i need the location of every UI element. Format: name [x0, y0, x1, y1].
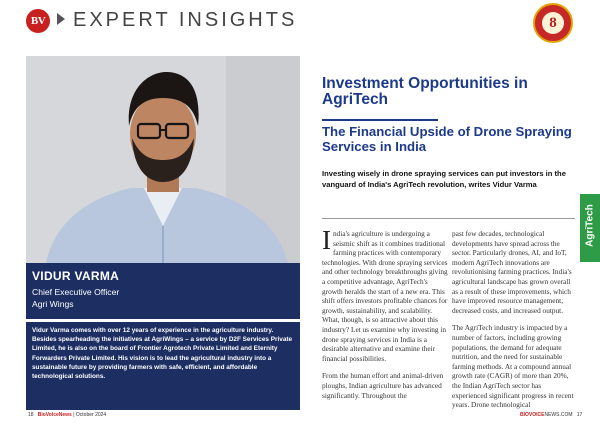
author-name: VIDUR VARMA [32, 269, 120, 283]
footer-site-a: BIOVOICE [520, 412, 545, 418]
paragraph: From the human effort and animal-driven ploughs, Indian agriculture has advanced significantly. Throughout the [322, 371, 444, 400]
page-number-left: 18 [28, 412, 34, 418]
article-title: Investment Opportunities in AgriTech [322, 75, 528, 108]
section-divider [322, 218, 575, 219]
paragraph: The AgriTech industry is impacted by a number of factors, including growing populations, the demand for adequate nutrition, and the need for sustainable farming methods. At a compound annual growth rate (CAGR) of more than 20%, the Indian AgriTech sector has experienced significant progress in recent years. Drone technological [452, 323, 574, 410]
side-tab-label: AgriTech [584, 204, 596, 247]
author-organization: Agri Wings [32, 299, 74, 309]
article-column-2 [452, 229, 578, 418]
footer-brand-b: Voice [45, 412, 59, 418]
title-divider [322, 119, 438, 121]
author-bio: Vidur Varma comes with over 12 years of experience in the agriculture industry. Besides spearheading the initiatives at AgriWings – a service by D2F Services Private Limited, he is also on the board of Frontier Agrotech Private Limited and Eternity Forwarders Private Limited. His vision is to lead the agricultural industry into a sustainable future by providing farmers with safe, efficient, and affordable technological solutions. [26, 322, 300, 410]
footer-issue: | October 2024 [71, 412, 107, 418]
page-header [0, 0, 600, 46]
footer-brand-a: Bio [37, 412, 46, 418]
play-triangle-icon [57, 13, 65, 25]
paragraph: past few decades, technological developments have spread across the sector. Particularly drones, AI, and IoT, modern AgriTech innovations are revolutionising farming practices. India's agricultural landscape has grown overall as a result of these improvements, which have improved resource management, decreased costs, and increased output. [452, 229, 572, 315]
portrait-illustration [26, 56, 300, 263]
footer-brand-c: News [58, 412, 72, 418]
article-standfirst: Investing wisely in drone spraying services can put investors in the vanguard of India's AgriTech revolution, writes Vidur Varma [322, 169, 566, 189]
article-subtitle: The Financial Upside of Drone Spraying Services in India [322, 124, 572, 154]
brand-logo [26, 9, 50, 33]
badge-number: 8 [542, 12, 564, 34]
footer-right [520, 412, 582, 418]
footer-left [28, 412, 106, 418]
page-number-right: 17 [576, 412, 583, 418]
author-photo [26, 56, 300, 263]
section-title: EXPERT INSIGHTS [73, 9, 298, 31]
anniversary-badge-icon [533, 3, 573, 43]
article-column-1 [322, 225, 448, 408]
author-role: Chief Executive Officer [32, 287, 120, 297]
brand-logo-text: BV [30, 15, 46, 27]
drop-cap: I [322, 225, 331, 255]
footer-site-b: NEWS.COM [544, 412, 573, 418]
section-side-tab [580, 194, 600, 262]
paragraph: ndia's agriculture is undergoing a seismic shift as it combines traditional farming practices with contemporary technologies. With drone spraying services and other technology breakthroughs giving a competitive advantage, AgriTech's growth heralds the start of a new era. This shift offers investors profitable chances for growth, sustainability, and scalability. What, though, is so attractive about this industry? Let us examine why investing in drone spraying services in India is a desirable alternative and examine their financial possibilities. [322, 229, 448, 363]
author-profile-card [26, 263, 300, 319]
